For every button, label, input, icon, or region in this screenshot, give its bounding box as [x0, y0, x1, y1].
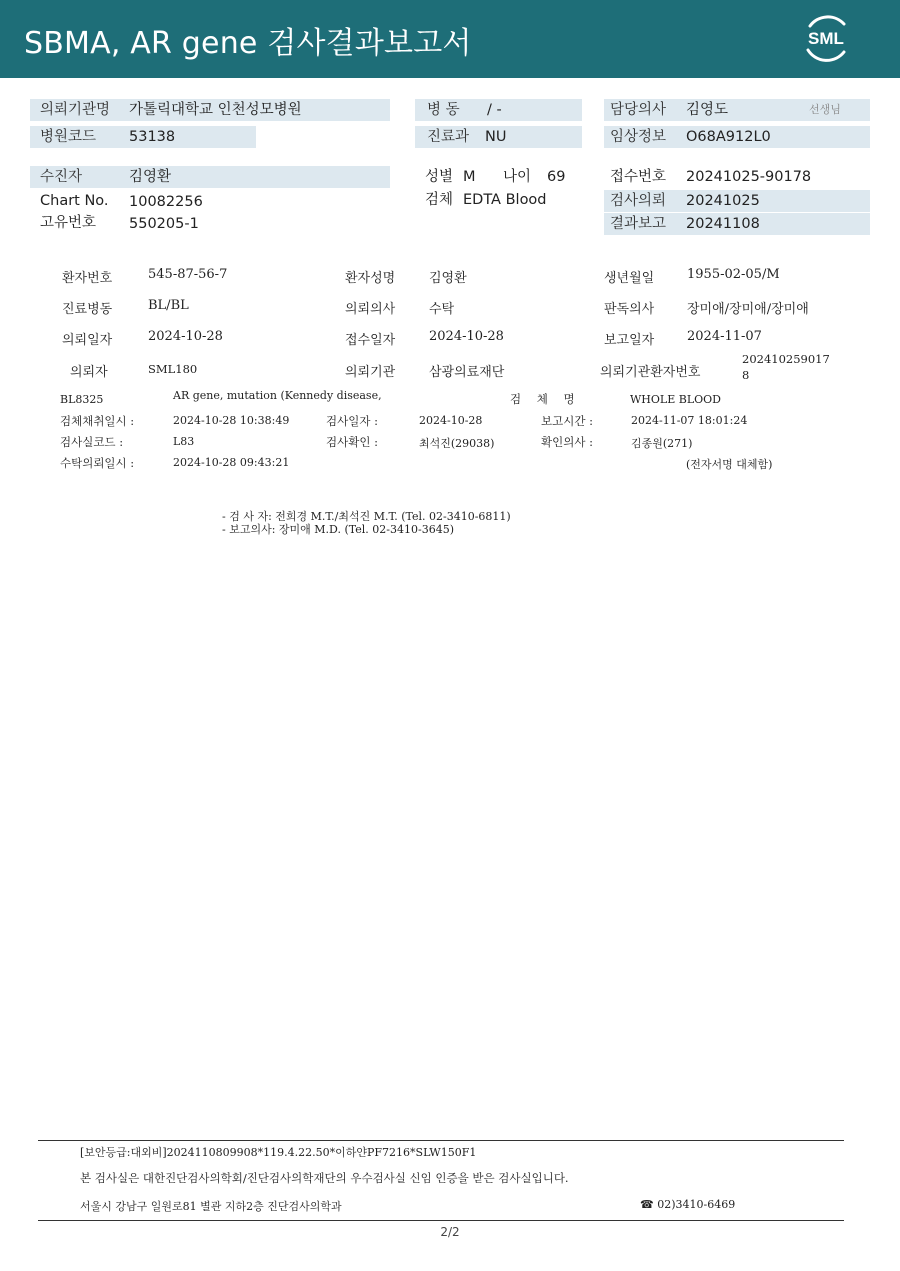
specimen-label: 검체 [425, 192, 454, 208]
recv-date-label: 접수일자 [345, 333, 396, 348]
specimen-value: EDTA Blood [463, 192, 547, 208]
age-value: 69 [547, 169, 566, 185]
recv-date-value: 2024-10-28 [429, 329, 504, 344]
sex-label: 성별 [425, 169, 454, 185]
verify-label: 검사확인 : [326, 435, 378, 449]
report-date-row [604, 213, 870, 235]
address-line: 서울시 강남구 일원로81 별관 지하2층 진단검사의학과 [80, 1200, 342, 1213]
receipt-label: 접수번호 [610, 169, 667, 185]
cert-line: 본 검사실은 대한진단검사의학회/진단검사의학재단의 우수검사실 신임 인증을 받은 검사실입니다. [80, 1171, 569, 1185]
reporter-line: - 보고의사: 장미애 M.D. (Tel. 02-3410-3645) [222, 523, 454, 536]
patient-name-label: 환자성명 [345, 271, 396, 286]
doctor-label: 담당의사 [610, 102, 667, 118]
request-value: 20241025 [686, 193, 760, 209]
test-name: AR gene, mutation (Kennedy disease, [173, 389, 382, 402]
examinee-row [30, 166, 390, 188]
clinical-value: O68A912L0 [686, 129, 771, 145]
patient-name-value: 김영환 [429, 271, 467, 286]
receipt-value: 20241025-90178 [686, 169, 812, 185]
ward-value: / - [487, 102, 502, 118]
doctor-value: 김영도 [686, 102, 729, 118]
footer-top-rule [38, 1140, 844, 1141]
doctor-row [604, 99, 870, 121]
req-date-label: 의뢰일자 [62, 333, 113, 348]
verify-value: 최석진(29038) [419, 437, 495, 450]
lab-code-label: 검사실코드 : [60, 435, 124, 449]
esign-note: (전자서명 대체함) [686, 458, 773, 471]
clinical-row [604, 126, 870, 148]
request-label: 검사의뢰 [610, 193, 667, 209]
confirm-value: 김종원(271) [631, 437, 693, 450]
dept-label: 진료과 [427, 129, 470, 145]
ward-detail-value: BL/BL [148, 298, 189, 313]
collect-label: 검체채취일시 : [60, 414, 135, 428]
institution-label: 의뢰기관명 [40, 102, 111, 118]
rep-date-label: 보고일자 [604, 333, 655, 348]
report-time-label: 보고시간 : [541, 414, 593, 428]
ward-label: 병 동 [427, 102, 460, 118]
report-header [0, 0, 900, 78]
consign-label: 수탁의뢰일시 : [60, 456, 135, 470]
logo-text: SML [808, 29, 844, 48]
doctor-suffix: 선생님 [809, 103, 841, 116]
confirm-label: 확인의사 : [541, 435, 593, 449]
req-inst-pt-value-line2: 8 [742, 368, 750, 382]
unique-label: 고유번호 [40, 215, 97, 231]
report-time-value: 2024-11-07 18:01:24 [631, 414, 748, 427]
rep-date-value: 2024-11-07 [687, 329, 762, 344]
ward-detail-label: 진료병동 [62, 302, 113, 317]
req-doctor-label: 의뢰의사 [345, 302, 396, 317]
institution-row [30, 99, 390, 121]
report-title: SBMA, AR gene 검사결과보고서 [24, 26, 472, 61]
req-inst-pt-value-line1: 202410259017 [742, 352, 830, 366]
collect-value: 2024-10-28 10:38:49 [173, 414, 290, 427]
chart-label: Chart No. [40, 193, 109, 209]
test-date-label: 검사일자 : [326, 414, 378, 428]
sex-value: M [463, 169, 476, 185]
test-code: BL8325 [60, 393, 104, 406]
page-number: 2/2 [440, 1225, 460, 1239]
unique-value: 550205-1 [129, 216, 199, 232]
req-inst-value: 삼광의료재단 [429, 365, 505, 380]
req-date-value: 2024-10-28 [148, 329, 223, 344]
footer-bottom-rule [38, 1220, 844, 1221]
security-line: [보안등급:대외비]2024110809908*119.4.22.50*이하얀PF7216*SLW150F1 [80, 1146, 477, 1159]
chart-value: 10082256 [129, 194, 203, 210]
examinee-label: 수진자 [40, 169, 83, 185]
ward-row [415, 99, 582, 121]
report-value: 20241108 [686, 216, 760, 232]
phone-number: ☎ 02)3410-6469 [640, 1198, 736, 1211]
req-doctor-value: 수탁 [429, 302, 455, 317]
request-row [604, 190, 870, 212]
req-inst-label: 의뢰기관 [345, 365, 396, 380]
consign-value: 2024-10-28 09:43:21 [173, 456, 290, 469]
patient-no-label: 환자번호 [62, 271, 113, 286]
test-specimen-label: 검 체 명 [510, 392, 581, 406]
examinee-value: 김영환 [129, 169, 172, 185]
institution-value: 가톨릭대학교 인천성모병원 [129, 102, 302, 118]
reading-doctor-value: 장미애/장미애/장미애 [687, 302, 809, 317]
patient-no-value: 545-87-56-7 [148, 267, 228, 282]
report-label: 결과보고 [610, 216, 667, 232]
dept-value: NU [485, 129, 507, 145]
hospital-code-label: 병원코드 [40, 129, 97, 145]
sml-logo [800, 12, 852, 64]
tester-line: - 검 사 자: 전희경 M.T./최석진 M.T. (Tel. 02-3410-6811) [222, 510, 511, 523]
hospital-code-value: 53138 [129, 129, 176, 145]
dob-value: 1955-02-05/M [687, 267, 780, 282]
test-specimen-value: WHOLE BLOOD [630, 393, 721, 406]
lab-code-value: L83 [173, 435, 195, 448]
requester-label: 의뢰자 [70, 365, 108, 380]
reading-doctor-label: 판독의사 [604, 302, 655, 317]
clinical-label: 임상정보 [610, 129, 667, 145]
hospital-code-row [30, 126, 256, 148]
req-inst-pt-label: 의뢰기관환자번호 [600, 365, 701, 380]
requester-value: SML180 [148, 362, 198, 376]
test-date-value: 2024-10-28 [419, 414, 483, 427]
dept-row [415, 126, 582, 148]
age-label: 나이 [503, 169, 532, 185]
dob-label: 생년월일 [604, 271, 655, 286]
